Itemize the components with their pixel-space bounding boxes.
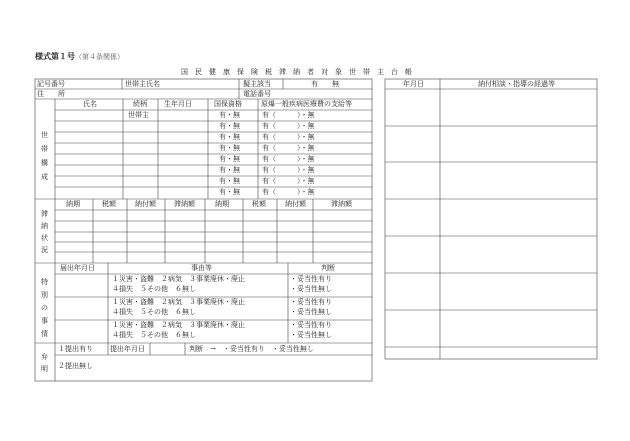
col-relation: 続柄	[133, 100, 147, 108]
arrears-side-label: 滞 納 状 況	[41, 210, 48, 254]
judgment-yes: ・妥当性有り	[290, 275, 332, 283]
judgment-no: ・妥当性無し	[290, 308, 332, 316]
household-side-label: 世 帯 構 成	[41, 131, 48, 181]
submitted-option: １提出有り	[58, 345, 93, 353]
reason-line-1: １災害・盗難 ２病気 ３事業廃休・廃止	[112, 298, 245, 306]
atomic-cell: 有（ ）・無	[262, 144, 315, 152]
qualification-cell: 有・無	[219, 122, 240, 130]
qualification-cell: 有・無	[219, 155, 240, 163]
judgment-yes: ・妥当性有り	[290, 321, 332, 329]
assessed-label: 擬主該当	[243, 80, 271, 88]
col-reason: 事由等	[191, 264, 212, 272]
explanation-judgment: 判断 → ・妥当性有り ・妥当性無し	[189, 345, 314, 353]
arrears-col: 納付額	[285, 200, 306, 208]
arrears-col: 税額	[102, 200, 116, 208]
atomic-cell: 有（ ）・無	[262, 155, 315, 163]
address-label: 住 所	[37, 90, 65, 98]
atomic-cell: 有（ ）・無	[262, 133, 315, 141]
submission-date-label: 提出年月日	[110, 345, 145, 353]
col-name: 氏名	[83, 100, 97, 108]
arrears-col: 税額	[252, 200, 266, 208]
qualification-cell: 有・無	[219, 144, 240, 152]
judgment-yes: ・妥当性有り	[290, 298, 332, 306]
consult-date-header: 年月日	[403, 80, 424, 88]
reason-line-1: １災害・盗難 ２病気 ３事業廃休・廃止	[112, 321, 245, 329]
col-qualification: 国保資格	[214, 100, 242, 108]
assessed-value: 有 無	[311, 80, 339, 88]
atomic-cell: 有（ ）・無	[262, 122, 315, 130]
reason-line-2: ４損失 ５その他 ６無し	[112, 331, 196, 339]
household-head-name-label: 世帯主氏名	[125, 80, 160, 88]
col-birthdate: 生年月日	[164, 100, 192, 108]
atomic-cell: 有（ ）・無	[262, 177, 315, 185]
consult-record-header: 納付相談・指導の経過等	[478, 80, 555, 88]
page-title: 国 民 健 康 保 険 税 滞 納 者 対 象 世 帯 主 台 帳	[181, 68, 412, 76]
qualification-cell: 有・無	[219, 188, 240, 196]
qualification-cell: 有・無	[219, 133, 240, 141]
qualification-cell: 有・無	[219, 111, 240, 119]
arrears-col: 滞納額	[174, 200, 195, 208]
arrears-col: 納付額	[135, 200, 156, 208]
judgment-no: ・妥当性無し	[290, 331, 332, 339]
special-side-label: 特 別 の 事 情	[41, 278, 48, 338]
form-number-bold: 様式第１号	[35, 52, 75, 61]
form-number	[35, 52, 124, 62]
judgment-no: ・妥当性無し	[290, 285, 332, 293]
col-atomic-bomb: 原爆一般疾病医療費の支給等	[261, 100, 352, 108]
atomic-cell: 有（ ）・無	[262, 111, 315, 119]
atomic-cell: 有（ ）・無	[262, 166, 315, 174]
phone-label: 電話番号	[243, 90, 271, 98]
not-submitted-option: ２提出無し	[58, 362, 93, 370]
reason-line-2: ４損失 ５その他 ６無し	[112, 285, 196, 293]
col-filing-date: 届出年月日	[60, 264, 95, 272]
record-number-label: 記号番号	[37, 80, 65, 88]
explanation-side-label: 弁 明	[41, 353, 48, 373]
arrears-col: 滞納額	[331, 200, 352, 208]
form-number-sub: （第４条関係）	[75, 53, 124, 61]
atomic-cell: 有（ ）・無	[262, 188, 315, 196]
reason-line-2: ４損失 ５その他 ６無し	[112, 308, 196, 316]
qualification-cell: 有・無	[219, 166, 240, 174]
reason-line-1: １災害・盗難 ２病気 ３事業廃休・廃止	[112, 275, 245, 283]
qualification-cell: 有・無	[219, 177, 240, 185]
arrears-col: 納期	[66, 200, 80, 208]
first-relation: 世帯主	[128, 111, 149, 119]
arrears-col: 納期	[215, 200, 229, 208]
col-judgment: 判断	[321, 264, 335, 272]
